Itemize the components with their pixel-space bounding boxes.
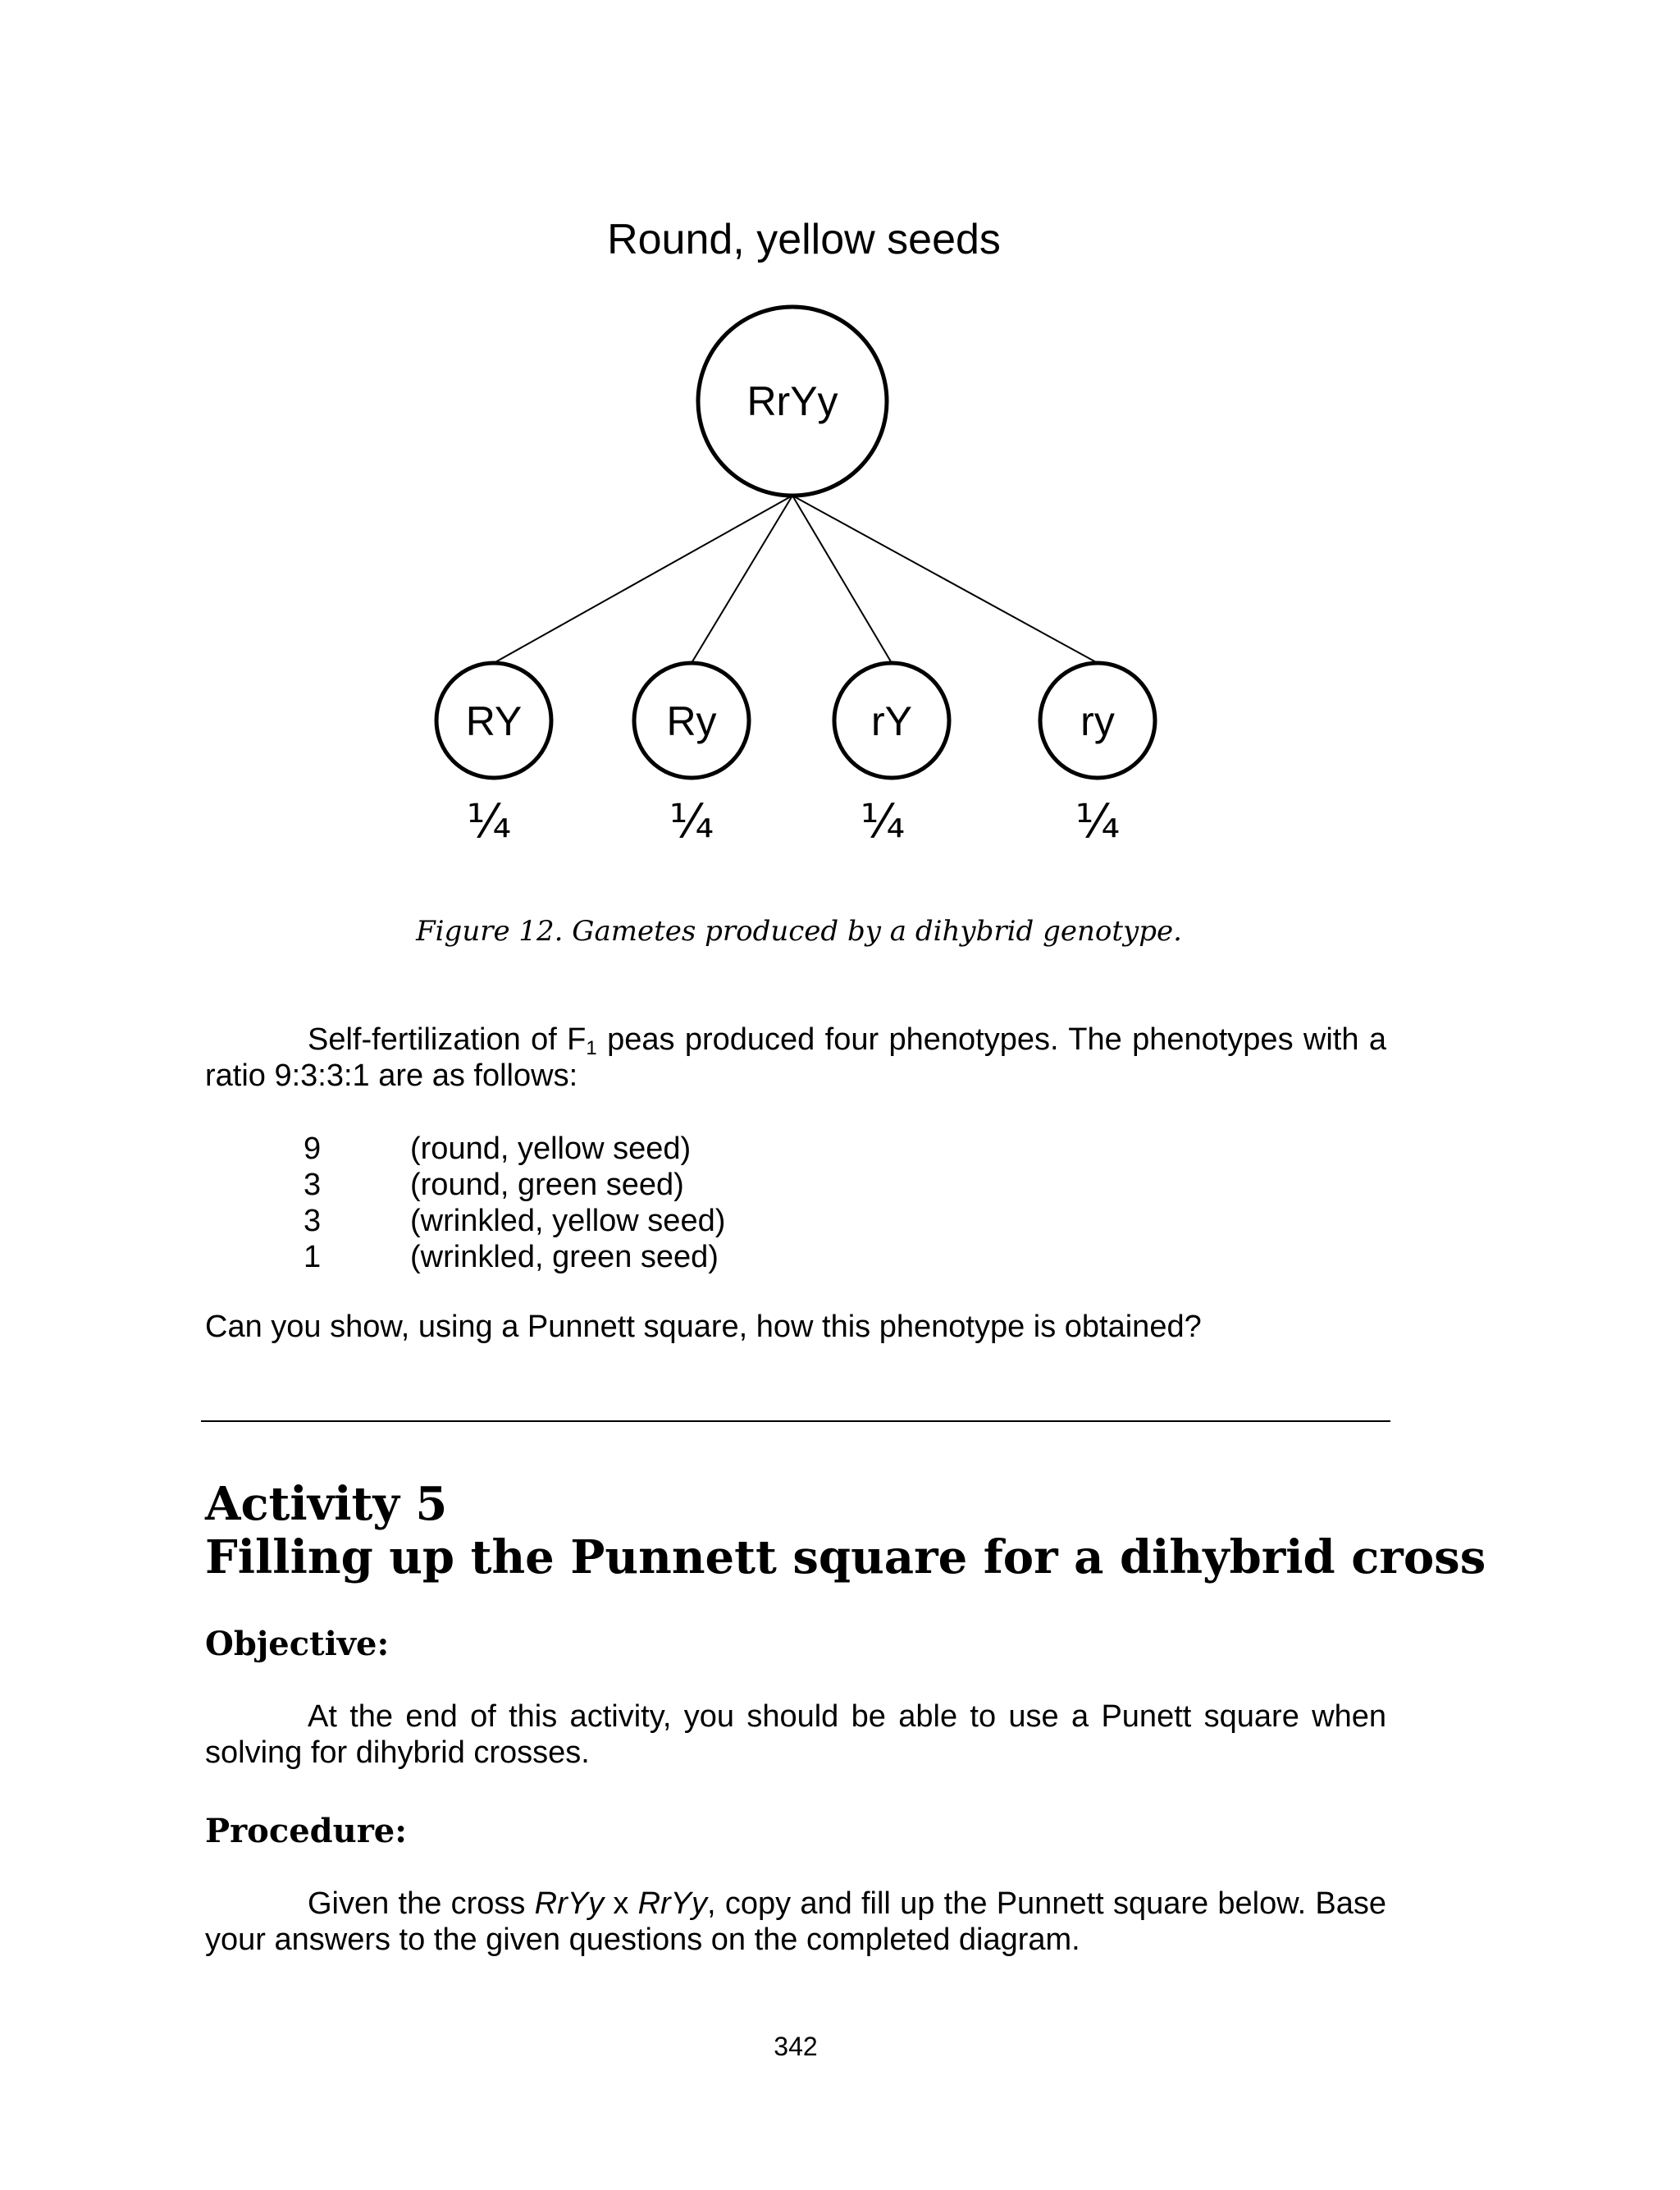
- gamete-label-2: Ry: [666, 698, 717, 744]
- gamete-fraction-3: ¼: [860, 795, 906, 848]
- connector-line-ry-mixed: [692, 496, 792, 663]
- ratio-row: [304, 1203, 725, 1239]
- gamete-label-3: rY: [871, 698, 912, 744]
- connector-line-ry-lower: [792, 496, 1098, 663]
- procedure-text: [205, 1886, 1386, 1958]
- ratio-row: [304, 1131, 725, 1167]
- intro-text-end: peas produced four phenotypes. The phenotypes with a ratio 9:3:3:1 are as follows:: [205, 1022, 1386, 1093]
- gamete-label-4: ry: [1080, 698, 1115, 744]
- ratio-number: 3: [304, 1168, 322, 1202]
- intro-paragraph: [205, 1022, 1386, 1094]
- gamete-fraction-4: ¼: [1075, 795, 1121, 848]
- activity-number: Activity 5: [205, 1477, 448, 1531]
- ratio-list: [304, 1131, 725, 1275]
- intro-text-start: Self-fertilization of F: [308, 1022, 587, 1057]
- gamete-tree: [0, 0, 1680, 886]
- ratio-row: [304, 1239, 725, 1275]
- figure-caption: Figure 12. Gametes produced by a dihybrid genotype.: [416, 915, 1182, 948]
- procedure-text-end: , copy and fill up the Punnett square below. Base your answers to the given questions on the completed diagram.: [205, 1886, 1386, 1957]
- connector-line-ry-upper: [494, 496, 792, 663]
- f1-subscript: 1: [586, 1037, 597, 1059]
- cross-symbol: x: [604, 1886, 638, 1921]
- section-divider: [201, 1420, 1390, 1422]
- ratio-description: (wrinkled, green seed): [410, 1240, 719, 1274]
- ratio-description: (round, green seed): [410, 1168, 684, 1202]
- activity-title: Filling up the Punnett square for a dihybrid cross: [205, 1530, 1486, 1584]
- ratio-row: [304, 1167, 725, 1203]
- gamete-label-1: RY: [465, 698, 523, 744]
- page-number: 342: [774, 2032, 818, 2061]
- gamete-fraction-2: ¼: [669, 795, 714, 848]
- parent-genotype: RrYy: [746, 378, 838, 424]
- ratio-number: 1: [304, 1240, 322, 1274]
- cross-genotype-left: RrYy: [534, 1886, 605, 1921]
- cross-genotype-right: RrYy: [637, 1886, 708, 1921]
- ratio-description: (round, yellow seed): [410, 1132, 692, 1166]
- connector-lines: [494, 496, 1098, 663]
- procedure-heading: Procedure:: [205, 1812, 407, 1850]
- ratio-number: 3: [304, 1204, 322, 1238]
- diagram-title: Round, yellow seeds: [607, 216, 1001, 263]
- ratio-number: 9: [304, 1132, 322, 1166]
- punnett-question: Can you show, using a Punnett square, how this phenotype is obtained?: [205, 1310, 1202, 1344]
- connector-line-ry-mixed-2: [792, 496, 892, 663]
- objective-text: At the end of this activity, you should be able to use a Punett square when solving for dihybrid crosses.: [205, 1699, 1386, 1770]
- ratio-description: (wrinkled, yellow seed): [410, 1204, 726, 1238]
- procedure-text-start: Given the cross: [308, 1886, 535, 1921]
- objective-heading: Objective:: [205, 1625, 390, 1663]
- gamete-diagram: [0, 0, 1680, 886]
- gamete-fraction-1: ¼: [466, 795, 512, 848]
